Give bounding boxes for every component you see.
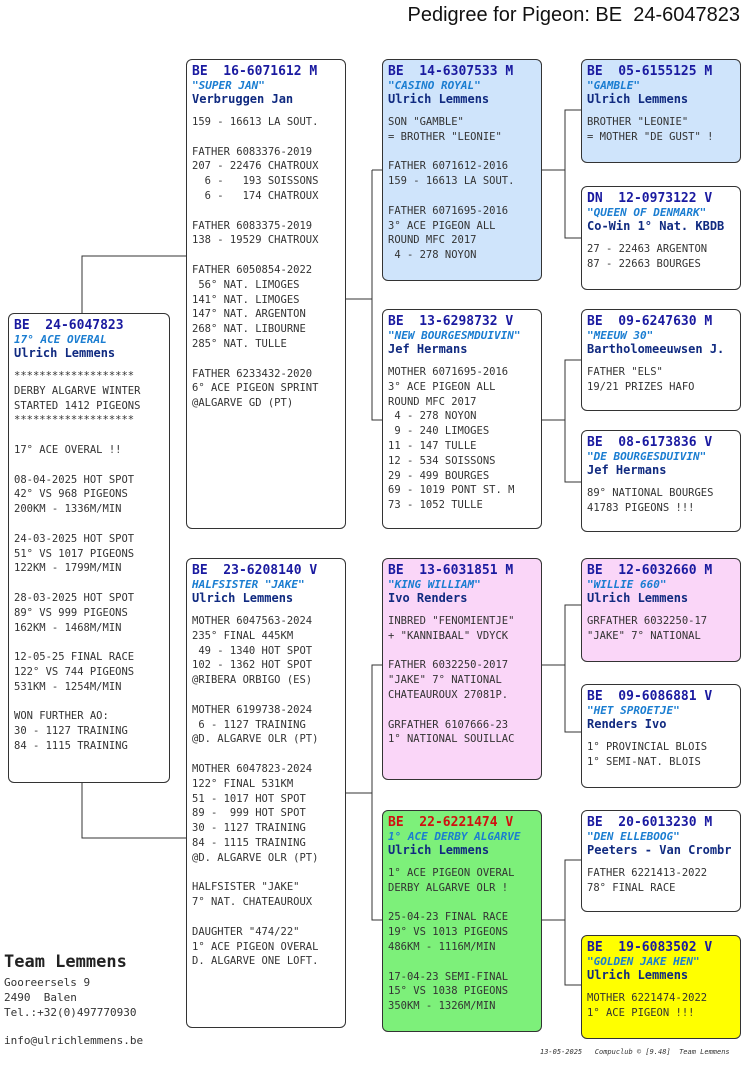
note-line: 147° NAT. ARGENTON (192, 308, 306, 321)
page-title: Pedigree for Pigeon: BE 24-6047823 (407, 4, 740, 26)
note-line: 6 - 174 CHATROUX (192, 189, 319, 202)
note-line: 1° SEMI-NAT. BLOIS (587, 755, 701, 768)
mm-notes (388, 866, 536, 1014)
mother-nickname: HALFSISTER "JAKE" (192, 578, 305, 591)
note-line: 102 - 1362 HOT SPOT (192, 659, 313, 672)
mff-owner: Ulrich Lemmens (587, 591, 689, 605)
note-line: 122KM - 1799M/MIN (14, 562, 122, 575)
breeder-address: Gooreersels 9 (4, 976, 91, 989)
note-line: 3° ACE PIGEON ALL (388, 380, 496, 393)
note-line: DERBY ALGARVE OLR ! (388, 881, 509, 894)
father-notes (192, 115, 340, 411)
note-line: DERBY ALGARVE WINTER (14, 384, 141, 397)
note-line: D. ALGARVE ONE LOFT. (192, 955, 319, 968)
note-line: ******************* (14, 414, 135, 427)
note-line: FATHER 6032250-2017 (388, 659, 509, 672)
note-line: 9 - 240 LIMOGES (388, 425, 490, 438)
note-line: FATHER "ELS" (587, 366, 663, 378)
breeder-city: 2490 Balen (4, 991, 77, 1004)
note-line: FATHER 6071612-2016 (388, 160, 509, 173)
note-line: 1° NATIONAL SOUILLAC (388, 733, 515, 746)
father-card (186, 59, 346, 529)
note-line: 141° NAT. LIMOGES (192, 293, 300, 306)
note-line: FATHER 6083375-2019 (192, 219, 313, 232)
note-line: 27 - 22463 ARGENTON (587, 243, 708, 255)
note-line: 25-04-23 FINAL RACE (388, 911, 509, 924)
note-line: 84 - 1115 TRAINING (192, 836, 306, 849)
software-credit: 13-05-2025 Compuclub © [9.48] Team Lemmens (540, 1048, 730, 1056)
note-line: 56° NAT. LIMOGES (192, 278, 300, 291)
note-line: HALFSISTER "JAKE" (192, 881, 300, 894)
note-line: 84 - 1115 TRAINING (14, 739, 128, 752)
note-line: MOTHER 6071695-2016 (388, 366, 509, 378)
subject-card (8, 313, 170, 783)
ffm-notes (587, 242, 735, 272)
mmf-notes (587, 866, 735, 896)
note-line (388, 189, 536, 204)
note-line: "JAKE" 7° NATIONAL (587, 629, 701, 642)
note-line (388, 644, 536, 659)
note-line: 285° NAT. TULLE (192, 337, 287, 350)
note-line: 51 - 1017 HOT SPOT (192, 792, 306, 805)
note-line: 6 - 1127 TRAINING (192, 718, 306, 731)
ggp-fff-card (581, 59, 741, 163)
fm-ring: BE 13-6298732 V (388, 314, 514, 329)
note-line (14, 517, 164, 532)
maternal-grandmother-card (382, 810, 542, 1032)
subject-owner: Ulrich Lemmens (14, 346, 116, 360)
mother-card (186, 558, 346, 1028)
note-line: MOTHER 6221474-2022 (587, 992, 708, 1004)
ggp-mmm-card (581, 935, 741, 1039)
note-line: 3° ACE PIGEON ALL (388, 219, 496, 232)
note-line: 78° FINAL RACE (587, 881, 676, 894)
note-line: 6° ACE PIGEON SPRINT (192, 382, 319, 395)
note-line: 122° VS 744 PIGEONS (14, 665, 135, 678)
note-line: 24-03-2025 HOT SPOT (14, 532, 135, 545)
fff-owner: Ulrich Lemmens (587, 92, 689, 106)
mmm-owner: Ulrich Lemmens (587, 968, 689, 982)
paternal-grandmother-card (382, 309, 542, 529)
note-line: 6 - 193 SOISSONS (192, 175, 319, 188)
note-line: 350KM - 1326M/MIN (388, 1000, 496, 1013)
note-line: 89° VS 999 PIGEONS (14, 606, 128, 619)
note-line (14, 428, 164, 443)
note-line (14, 458, 164, 473)
note-line: MOTHER 6047823-2024 (192, 762, 313, 775)
note-line: 159 - 16613 LA SOUT. (192, 116, 319, 128)
note-line: 486KM - 1116M/MIN (388, 940, 496, 953)
note-line: 19° VS 1013 PIGEONS (388, 926, 509, 939)
note-line: 11 - 147 TULLE (388, 439, 477, 452)
note-line: ROUND MFC 2017 (388, 234, 477, 247)
note-line: 41783 PIGEONS !!! (587, 501, 695, 514)
note-line: 162KM - 1468M/MIN (14, 621, 122, 634)
note-line: = MOTHER "DE GUST" ! (587, 130, 714, 143)
mf-notes (388, 614, 536, 747)
note-line: SON "GAMBLE" (388, 116, 464, 128)
breeder-phone: Tel.:+32(0)497770930 (4, 1006, 137, 1019)
note-line: 235° FINAL 445KM (192, 629, 294, 642)
fmf-ring: BE 09-6247630 M (587, 314, 713, 329)
fmm-ring: BE 08-6173836 V (587, 435, 713, 450)
paternal-grandfather-card (382, 59, 542, 281)
fm-notes (388, 365, 536, 513)
note-line: 17° ACE OVERAL !! (14, 443, 122, 456)
note-line: CHATEAUROUX 27081P. (388, 688, 509, 701)
note-line: ******************* (14, 370, 135, 382)
mfm-nickname: "HET SPROETJE" (587, 704, 680, 717)
note-line: 268° NAT. LIBOURNE (192, 323, 306, 336)
note-line (14, 576, 164, 591)
subject-notes (14, 369, 164, 754)
note-line (192, 747, 340, 762)
note-line (192, 204, 340, 219)
note-line: 73 - 1052 TULLE (388, 499, 483, 512)
note-line: 12 - 534 SOISSONS (388, 454, 496, 467)
note-line (14, 695, 164, 710)
note-line: 1° PROVINCIAL BLOIS (587, 741, 708, 753)
note-line: FATHER 6221413-2022 (587, 867, 708, 879)
fff-notes (587, 115, 735, 145)
note-line: 30 - 1127 TRAINING (14, 725, 128, 738)
note-line (388, 703, 536, 718)
note-line: 159 - 16613 LA SOUT. (388, 175, 515, 188)
mff-notes (587, 614, 735, 644)
mfm-notes (587, 740, 735, 770)
note-line: DAUGHTER "474/22" (192, 925, 300, 938)
ggp-fmm-card (581, 430, 741, 532)
note-line: GRFATHER 6032250-17 (587, 615, 708, 627)
ffm-nickname: "QUEEN OF DENMARK" (587, 206, 707, 219)
note-line (192, 352, 340, 367)
subject-nickname: 17° ACE OVERAL (14, 333, 107, 346)
note-line: 51° VS 1017 PIGEONS (14, 547, 135, 560)
note-line: 4 - 278 NOYON (388, 249, 477, 262)
father-nickname: "SUPER JAN" (192, 79, 265, 92)
note-line (192, 130, 340, 145)
note-line (14, 635, 164, 650)
fmm-notes (587, 486, 735, 516)
note-line: 4 - 278 NOYON (388, 410, 477, 423)
mf-owner: Ivo Renders (388, 591, 468, 605)
ff-owner: Ulrich Lemmens (388, 92, 490, 106)
note-line: BROTHER "LEONIE" (587, 116, 689, 128)
ggp-mmf-card (581, 810, 741, 912)
fm-nickname: "NEW BOURGESMDUIVIN" (388, 329, 521, 342)
note-line: MOTHER 6047563-2024 (192, 615, 313, 627)
note-line: "JAKE" 7° NATIONAL (388, 674, 502, 687)
note-line: 200KM - 1336M/MIN (14, 503, 122, 516)
mmf-ring: BE 20-6013230 M (587, 815, 713, 830)
note-line: STARTED 1412 PIGEONS (14, 399, 141, 412)
note-line: 42° VS 968 PIGEONS (14, 488, 128, 501)
mff-ring: BE 12-6032660 M (587, 563, 713, 578)
ggp-mfm-card (581, 684, 741, 788)
subject-ring: BE 24-6047823 (14, 318, 124, 333)
mff-nickname: "WILLIE 660" (587, 578, 667, 591)
note-line: 122° FINAL 531KM (192, 777, 294, 790)
note-line: 1° ACE PIGEON OVERAL (192, 940, 319, 953)
mmf-owner: Peeters - Van Crombr (587, 843, 732, 857)
mf-ring: BE 13-6031851 M (388, 563, 514, 578)
note-line: ROUND MFC 2017 (388, 395, 477, 408)
note-line: 17-04-23 SEMI-FINAL (388, 970, 509, 983)
mother-ring: BE 23-6208140 V (192, 563, 318, 578)
ggp-ffm-card (581, 186, 741, 290)
note-line: 30 - 1127 TRAINING (192, 822, 306, 835)
mf-nickname: "KING WILLIAM" (388, 578, 481, 591)
note-line: 89 - 999 HOT SPOT (192, 807, 306, 820)
note-line (192, 910, 340, 925)
ff-notes (388, 115, 536, 263)
note-line: FATHER 6050854-2022 (192, 263, 313, 276)
ffm-owner: Co-Win 1° Nat. KBDB (587, 219, 725, 233)
note-line: GRFATHER 6107666-23 (388, 718, 509, 731)
mother-notes (192, 614, 340, 969)
fff-ring: BE 05-6155125 M (587, 64, 713, 79)
breeder-email[interactable]: info@ulrichlemmens.be (4, 1034, 144, 1047)
note-line: 12-05-25 FINAL RACE (14, 651, 135, 664)
ff-nickname: "CASINO ROYAL" (388, 79, 481, 92)
mm-owner: Ulrich Lemmens (388, 843, 490, 857)
note-line (388, 145, 536, 160)
note-line: 29 - 499 BOURGES (388, 469, 490, 482)
fmf-owner: Bartholomeeuwsen J. (587, 342, 725, 356)
note-line: 89° NATIONAL BOURGES (587, 487, 714, 499)
fm-owner: Jef Hermans (388, 342, 468, 356)
note-line: 15° VS 1038 PIGEONS (388, 985, 509, 998)
note-line: 138 - 19529 CHATROUX (192, 234, 319, 247)
fmf-nickname: "MEEUW 30" (587, 329, 654, 342)
note-line (388, 955, 536, 970)
mfm-owner: Renders Ivo (587, 717, 667, 731)
note-line: FATHER 6233432-2020 (192, 367, 313, 380)
note-line (192, 248, 340, 263)
note-line: 207 - 22476 CHATROUX (192, 160, 319, 173)
fmm-owner: Jef Hermans (587, 463, 667, 477)
note-line: 7° NAT. CHATEAUROUX (192, 896, 313, 909)
ff-ring: BE 14-6307533 M (388, 64, 514, 79)
father-owner: Verbruggen Jan (192, 92, 294, 106)
note-line: INBRED "FENOMIENTJE" (388, 615, 515, 627)
ggp-mff-card (581, 558, 741, 662)
mm-ring: BE 22-6221474 V (388, 815, 514, 830)
mother-owner: Ulrich Lemmens (192, 591, 294, 605)
note-line: + "KANNIBAAL" VDYCK (388, 629, 509, 642)
ggp-fmf-card (581, 309, 741, 411)
breeder-name: Team Lemmens (4, 952, 127, 972)
note-line (192, 688, 340, 703)
maternal-grandfather-card (382, 558, 542, 780)
note-line: FATHER 6071695-2016 (388, 204, 509, 217)
note-line: 08-04-2025 HOT SPOT (14, 473, 135, 486)
note-line: WON FURTHER AO: (14, 710, 109, 723)
note-line: 19/21 PRIZES HAFO (587, 380, 695, 393)
father-ring: BE 16-6071612 M (192, 64, 318, 79)
note-line: 87 - 22663 BOURGES (587, 257, 701, 270)
note-line: @RIBERA ORBIGO (ES) (192, 674, 313, 687)
mmm-nickname: "GOLDEN JAKE HEN" (587, 955, 700, 968)
note-line (388, 896, 536, 911)
mm-nickname: 1° ACE DERBY ALGARVE (388, 830, 521, 843)
note-line: 531KM - 1254M/MIN (14, 680, 122, 693)
mmm-ring: BE 19-6083502 V (587, 940, 713, 955)
note-line: = BROTHER "LEONIE" (388, 130, 502, 143)
mmm-notes (587, 991, 735, 1021)
note-line: 1° ACE PIGEON !!! (587, 1006, 695, 1019)
fmf-notes (587, 365, 735, 395)
ffm-ring: DN 12-0973122 V (587, 191, 713, 206)
note-line: @ALGARVE GD (PT) (192, 397, 294, 410)
mfm-ring: BE 09-6086881 V (587, 689, 713, 704)
note-line: 69 - 1019 PONT ST. M (388, 484, 515, 497)
note-line: 49 - 1340 HOT SPOT (192, 644, 313, 657)
fff-nickname: "GAMBLE" (587, 79, 640, 92)
note-line: @D. ALGARVE OLR (PT) (192, 851, 319, 864)
note-line: 1° ACE PIGEON OVERAL (388, 867, 515, 879)
mmf-nickname: "DEN ELLEBOOG" (587, 830, 680, 843)
note-line: FATHER 6083376-2019 (192, 145, 313, 158)
note-line (192, 866, 340, 881)
note-line: 28-03-2025 HOT SPOT (14, 591, 135, 604)
fmm-nickname: "DE BOURGESDUIVIN" (587, 450, 707, 463)
note-line: MOTHER 6199738-2024 (192, 703, 313, 716)
note-line: @D. ALGARVE OLR (PT) (192, 733, 319, 746)
